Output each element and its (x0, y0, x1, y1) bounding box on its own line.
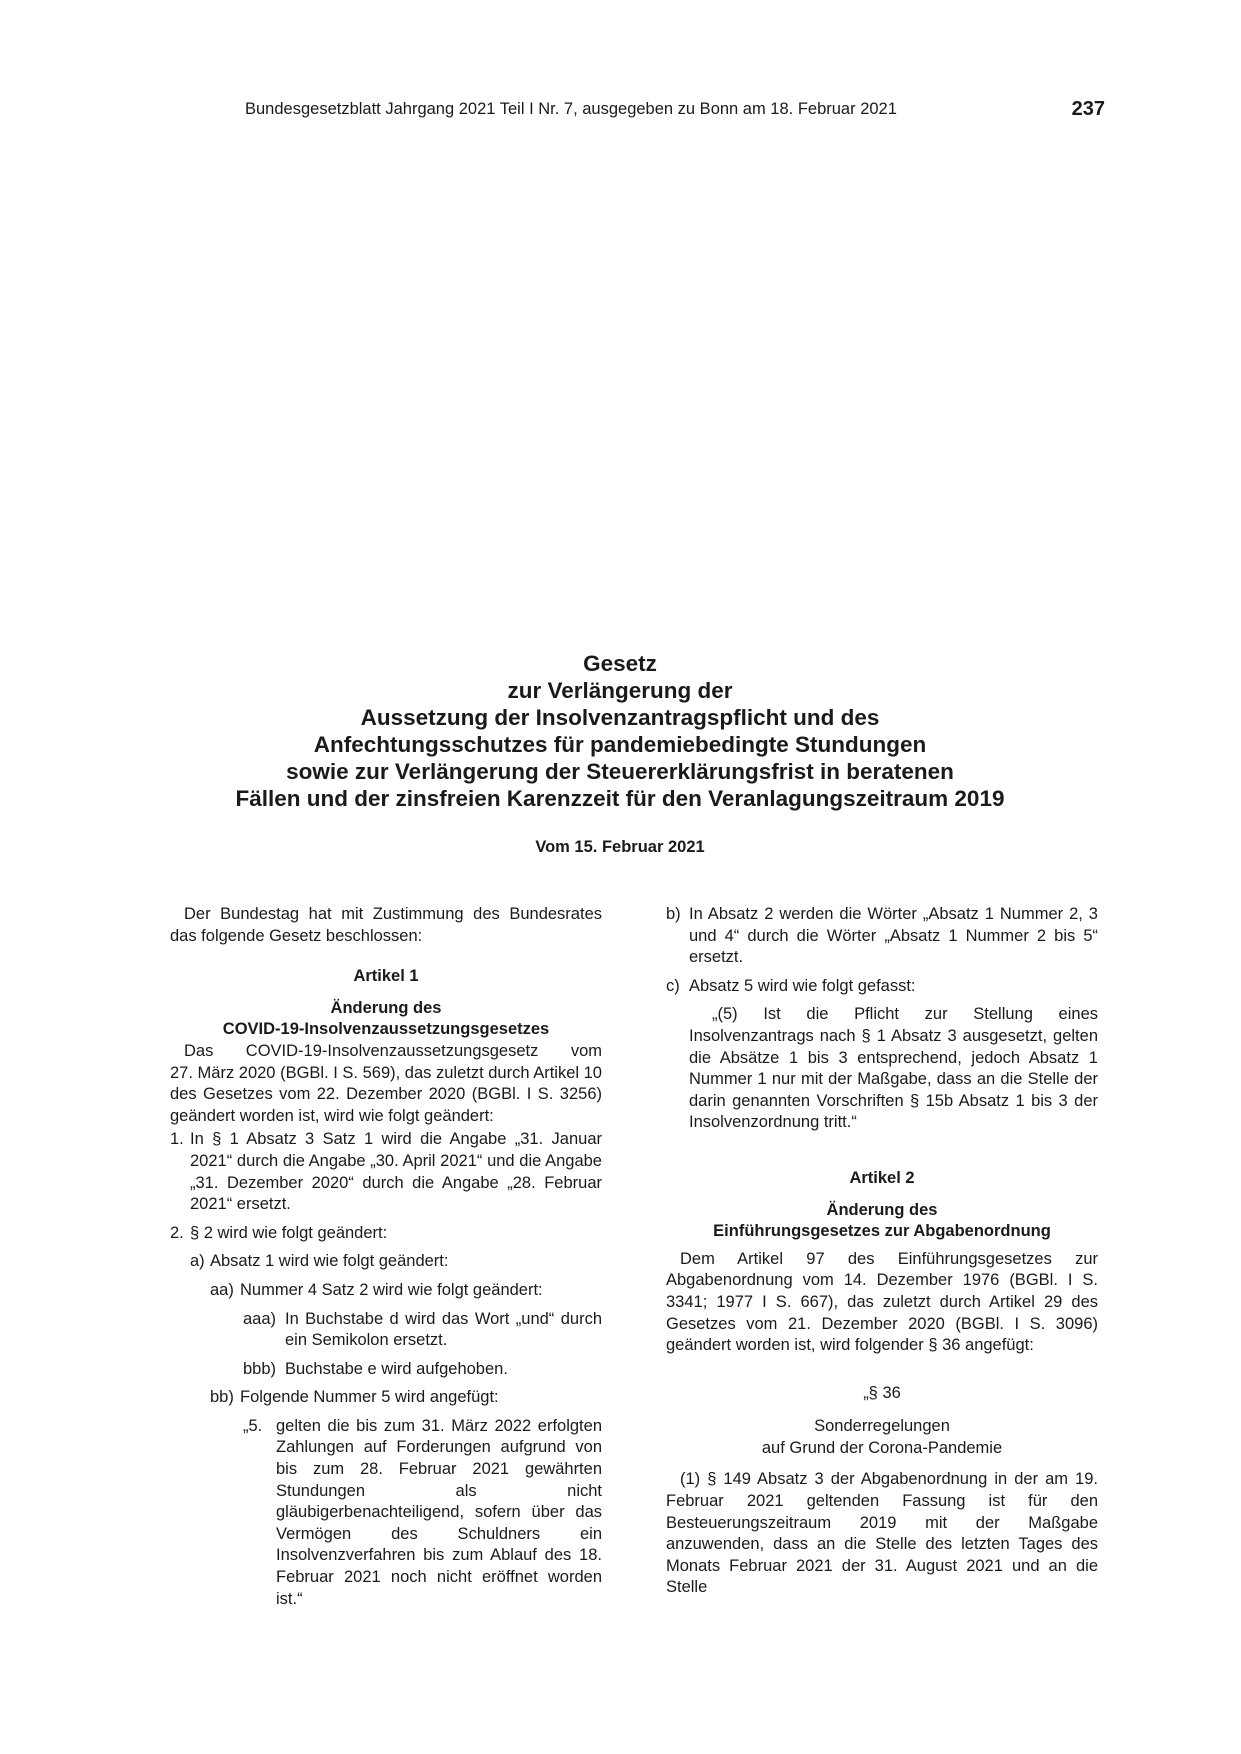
gazette-header: Bundesgesetzblatt Jahrgang 2021 Teil I Nr. 7, ausgegeben zu Bonn am 18. Februar 2021 (245, 100, 897, 118)
title-line: zur Verlängerung der (507, 678, 733, 703)
list-text: Folgende Nummer 5 wird angefügt: (240, 1388, 499, 1407)
list-marker: c) (666, 976, 680, 995)
article-1-heading: Artikel 1 (353, 967, 419, 986)
article-1-subtitle: Änderung des (330, 998, 442, 1017)
section-36-title: Sonderregelungen (814, 1417, 950, 1436)
list-item (666, 904, 1098, 969)
list-text: gelten die bis zum 31. März 2022 erfolgten Zahlungen auf Forderungen aufgrund von bis zum 28. Februar 2021 gewährten Stundungen als nicht gläubigerbenachteiligend, sofern über das Vermögen des Schuldners ein Insolvenzverfahren bis zum Ablauf des 18. Februar 2021 noch nicht eröffnet worden ist.“ (276, 1416, 602, 1608)
law-date: Vom 15. Februar 2021 (535, 838, 705, 856)
page-header (245, 98, 1105, 124)
list-item (170, 1129, 602, 1215)
quoted-paragraph: „(5) Ist die Pflicht zur Stellung eines Insolvenzantrags nach § 1 Absatz 3 ausgesetzt, gelten die Absätze 1 bis 3 entsprechend, jedoch Absatz 1 Nummer 1 nur mit der Maßgabe, dass an die Stelle der darin genannten Vorschriften § 15b Absatz 1 bis 3 der Insolvenzordnung tritt.“ (689, 1005, 1098, 1132)
title-line: Gesetz (583, 651, 657, 676)
title-line: Fällen und der zinsfreien Karenzzeit für den Veranlagungszeitraum 2019 (235, 786, 1005, 811)
article-2-paragraph: Dem Artikel 97 des Einführungsgesetzes zur Abgabenordnung vom 14. Dezember 1976 (BGBl. I S. 3341; 1977 I S. 667), das zuletzt durch Artikel 29 des Gesetzes vom 21. Dezember 2020 (BGBl. I S. 3096) geändert worden ist, wird folgender § 36 angefügt: (666, 1249, 1098, 1355)
page-number: 237 (1071, 98, 1105, 120)
list-text: Absatz 1 wird wie folgt geändert: (210, 1252, 449, 1271)
law-title (140, 650, 1100, 812)
title-line: sowie zur Verlängerung der Steuererklärungsfrist in beratenen (286, 759, 954, 784)
list-text: In Absatz 2 werden die Wörter „Absatz 1 Nummer 2, 3 und 4“ durch die Wörter „Absatz 1 Nummer 2 bis 5“ ersetzt. (689, 905, 1098, 967)
list-marker: bb) (210, 1388, 234, 1407)
list-item (210, 1387, 602, 1409)
list-text: In Buchstabe d wird das Wort „und“ durch ein Semikolon ersetzt. (285, 1309, 602, 1350)
list-item (210, 1280, 602, 1302)
list-marker: 2. (170, 1223, 184, 1242)
list-marker: bbb) (243, 1359, 277, 1378)
right-column (666, 904, 1098, 1599)
list-text: Absatz 5 wird wie folgt gefasst: (689, 976, 916, 995)
list-item (170, 1223, 602, 1245)
article-2-subtitle: Änderung des (826, 1200, 938, 1219)
list-marker: „5. (243, 1416, 263, 1435)
article-2-subtitle: Einführungsgesetzes zur Abgabenordnung (713, 1222, 1051, 1241)
list-marker: aa) (210, 1280, 234, 1299)
article-1-paragraph-lead: Das COVID-19-Insolvenzaussetzungsgesetz vom (184, 1041, 602, 1060)
section-36-number: „§ 36 (863, 1383, 901, 1402)
list-item (243, 1359, 602, 1381)
list-item (243, 1416, 602, 1610)
list-marker: b) (666, 905, 681, 923)
section-36-title: auf Grund der Corona-Pandemie (761, 1438, 1003, 1457)
title-line: Anfechtungsschutzes für pandemiebedingte Stundungen (313, 732, 927, 757)
left-column (170, 904, 602, 1610)
list-marker: 1. (170, 1130, 184, 1149)
section-36-paragraph-1: (1) § 149 Absatz 3 der Abgabenordnung in der am 19. Februar 2021 geltenden Fassung ist für den Besteuerungszeitraum 2019 mit der Maßgabe anzuwenden, dass an die Stelle des letzten Tages des Monats Februar 2021 der 31. August 2021 und an die Stelle (666, 1470, 1098, 1597)
intro-paragraph: Der Bundestag hat mit Zustimmung des Bundesrates das folgende Gesetz beschlossen: (170, 905, 602, 945)
list-text: In § 1 Absatz 3 Satz 1 wird die Angabe „31. Januar 2021“ durch die Angabe „30. April 2021“ und die Angabe „31. Dezember 2020“ durch die Angabe „28. Februar 2021“ ersetzt. (190, 1130, 602, 1214)
title-line: Aussetzung der Insolvenzantragspflicht und des (360, 705, 880, 730)
article-2-heading: Artikel 2 (849, 1168, 915, 1187)
list-text: § 2 wird wie folgt geändert: (190, 1223, 388, 1242)
list-marker: aaa) (243, 1309, 277, 1328)
list-text: Buchstabe e wird aufgehoben. (285, 1359, 508, 1378)
list-text: Nummer 4 Satz 2 wird wie folgt geändert: (240, 1280, 543, 1299)
list-marker: a) (190, 1252, 205, 1271)
article-1-paragraph: 27. März 2020 (BGBl. I S. 569), das zuletzt durch Artikel 10 des Gesetzes vom 22. Dezember 2020 (BGBl. I S. 3256) geändert worden ist, wird wie folgt geändert: (170, 1063, 602, 1125)
list-item (666, 976, 1098, 998)
article-1-subtitle: COVID-19-Insolvenzaussetzungsgesetzes (222, 1020, 550, 1039)
list-item (190, 1251, 602, 1273)
list-item (243, 1309, 602, 1352)
